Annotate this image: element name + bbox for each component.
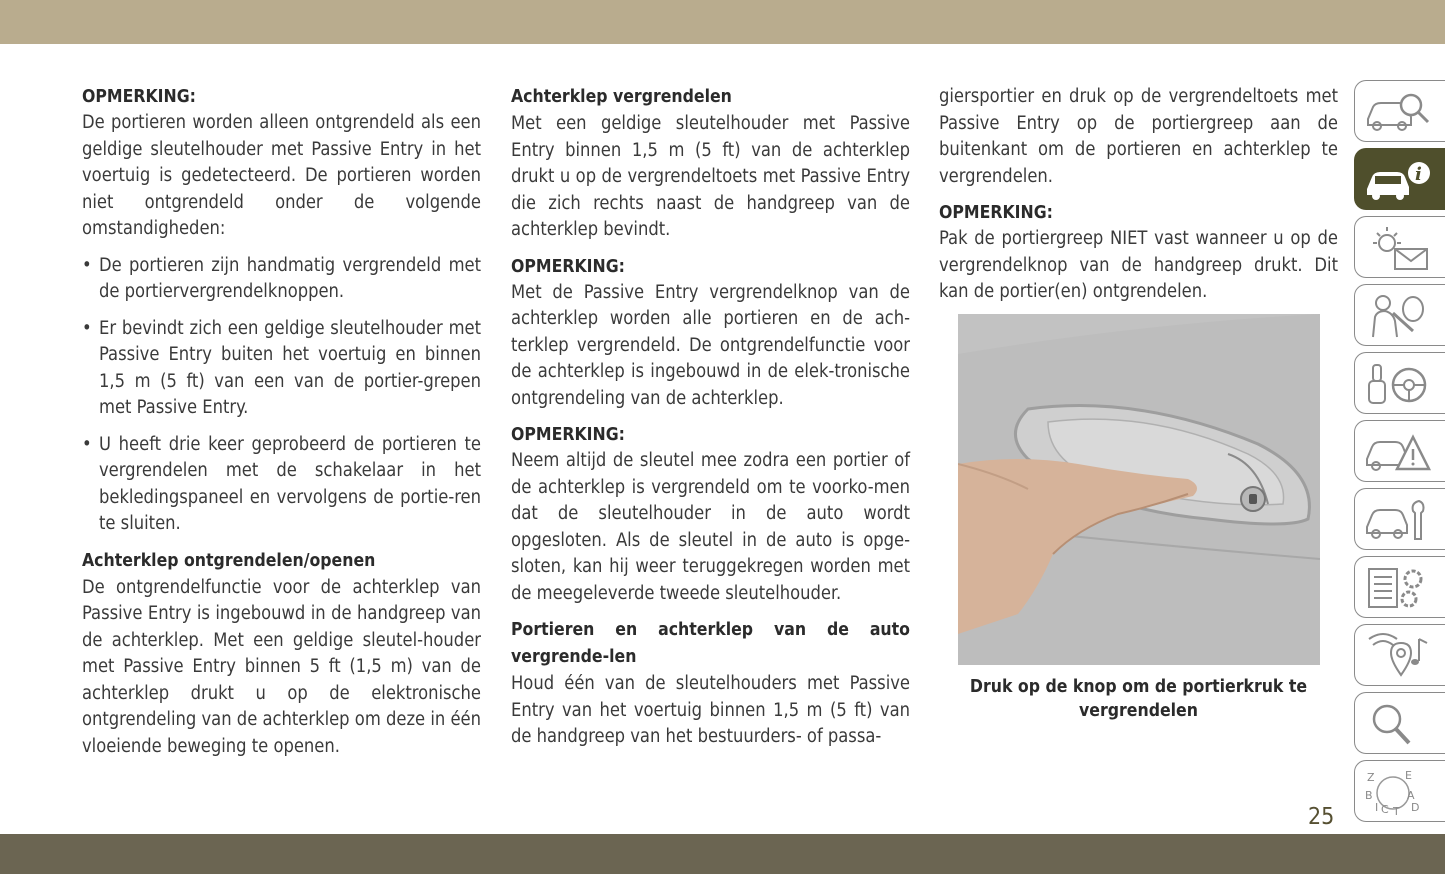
note-label: OPMERKING: (939, 203, 1053, 223)
note-label: OPMERKING: (511, 425, 625, 445)
note-label: OPMERKING: (511, 256, 625, 277)
search-icon (1363, 699, 1433, 749)
tab-multimedia[interactable] (1354, 624, 1445, 686)
tab-service[interactable] (1354, 488, 1445, 550)
photo-caption: Druk op de knop om de portierkruk te vergrendelen (969, 676, 1308, 721)
section-heading: Achterklep ontgrendelen/openen (82, 550, 376, 571)
door-handle-photo (958, 314, 1320, 665)
section-body: Houd één van de sleutelhouders met Passive Entry van het voertuig binnen 1,5 m (5 ft) van de handgreep van het bestuurders- of passa- (511, 673, 910, 747)
note-text: Met de Passive Entry vergrendelknop van de achterklep worden alle portieren en de ach-terklep vergrendeld. De ontgrendelfunctie voor de achterklep is ingebouwd in de elek-tronische ontgrendeling van de achterklep. (511, 281, 910, 409)
multimedia-icon (1363, 631, 1433, 681)
note-text: Neem altijd de sleutel mee zodra een portier of de achterklep is vergrendeld om te voorko-men dat de sleutelhouder in de auto wordt opgesloten. Als de sleutel in de auto is opge-sloten, kan hij weer teruggekregen worden met de meegeleverde tweede sleutelhouder. (511, 450, 910, 604)
tab-warning-lights[interactable] (1354, 216, 1445, 278)
warning-light-message-icon (1363, 223, 1433, 273)
top-header-bar (0, 0, 1445, 44)
tab-index-search[interactable] (1354, 692, 1445, 754)
svg-text:D: D (1411, 801, 1420, 814)
tab-starting-driving[interactable] (1354, 352, 1445, 414)
car-info-icon (1363, 155, 1433, 205)
page-number: 25 (1308, 804, 1335, 830)
section-body: giersportier en druk op de vergrendeltoets met Passive Entry op de portiergreep aan de buitenkant om de portieren en achterklep te vergrendelen. (939, 86, 1338, 187)
tab-safety[interactable] (1354, 284, 1445, 346)
bullet-item: • U heeft drie keer geprobeerd de portieren te vergrendelen met de schakelaar in het bekledingspaneel en vervolgens de portie-ren te sluiten. (82, 432, 481, 538)
airbag-seat-icon (1363, 291, 1433, 341)
alphabet-index-icon (1363, 767, 1433, 817)
bottom-footer-bar (0, 834, 1445, 874)
svg-text:E: E (1405, 769, 1412, 782)
key-steering-wheel-icon (1363, 359, 1433, 409)
column-2 (511, 84, 910, 751)
specs-gears-icon (1363, 563, 1433, 613)
note-label: OPMERKING: (82, 87, 196, 107)
door-handle-illustration (958, 314, 1320, 665)
svg-text:Z: Z (1367, 771, 1375, 784)
section-body: Met een geldige sleutelhouder met Passive Entry binnen 1,5 m (5 ft) van de achterklep drukt u op de vergrendeltoets met Passive Entry die zich rechts naast de handgreep van de achterklep bevindt. (511, 113, 910, 240)
car-wrench-icon (1363, 495, 1433, 545)
tab-alphabetical-index[interactable] (1354, 760, 1445, 822)
car-search-icon (1363, 87, 1433, 137)
svg-text:I: I (1375, 801, 1379, 814)
bullet-item: • De portieren zijn handmatig vergrendeld met de portiervergrendelknoppen. (82, 253, 481, 306)
svg-text:B: B (1365, 789, 1373, 802)
tab-emergency[interactable] (1354, 420, 1445, 482)
svg-text:i: i (1415, 164, 1422, 185)
car-hazard-icon (1363, 427, 1433, 477)
bullet-item: • Er bevindt zich een geldige sleutelhouder met Passive Entry buiten het voertuig en binnen 1,5 m (5 ft) van een van de portier-grepen met Passive Entry. (82, 316, 481, 422)
section-heading: Achterklep vergrendelen (511, 87, 732, 107)
tab-specifications[interactable] (1354, 556, 1445, 618)
note-text: Pak de portiergreep NIET vast wanneer u op de vergrendelknop van de handgreep drukt. Dit kan de portier(en) ontgrendelen. (939, 228, 1338, 302)
svg-text:T: T (1393, 805, 1400, 817)
tab-car-search[interactable] (1354, 80, 1445, 142)
section-heading: Portieren en achterklep van de auto vergrende-len (511, 620, 910, 667)
svg-text:A: A (1407, 789, 1415, 802)
column-1 (82, 84, 481, 760)
svg-text:C: C (1381, 803, 1389, 816)
tab-car-info[interactable] (1354, 148, 1445, 210)
note-text: De portieren worden alleen ontgrendeld als een geldige sleutelhouder met Passive Entry in het voertuig is gedetecteerd. De portieren worden niet ontgrendeld onder de volgende omstandigheden: (82, 112, 481, 239)
section-body: De ontgrendelfunctie voor de achterklep van Passive Entry is ingebouwd in de handgreep van de achterklep. Met een geldige sleutel-houder met Passive Entry binnen 5 ft (1,5 m) van de achterklep drukt u op de elektronische ontgrendeling van de achterklep om deze in één vloeiende beweging te openen. (82, 576, 481, 757)
column-3 (939, 84, 1338, 723)
